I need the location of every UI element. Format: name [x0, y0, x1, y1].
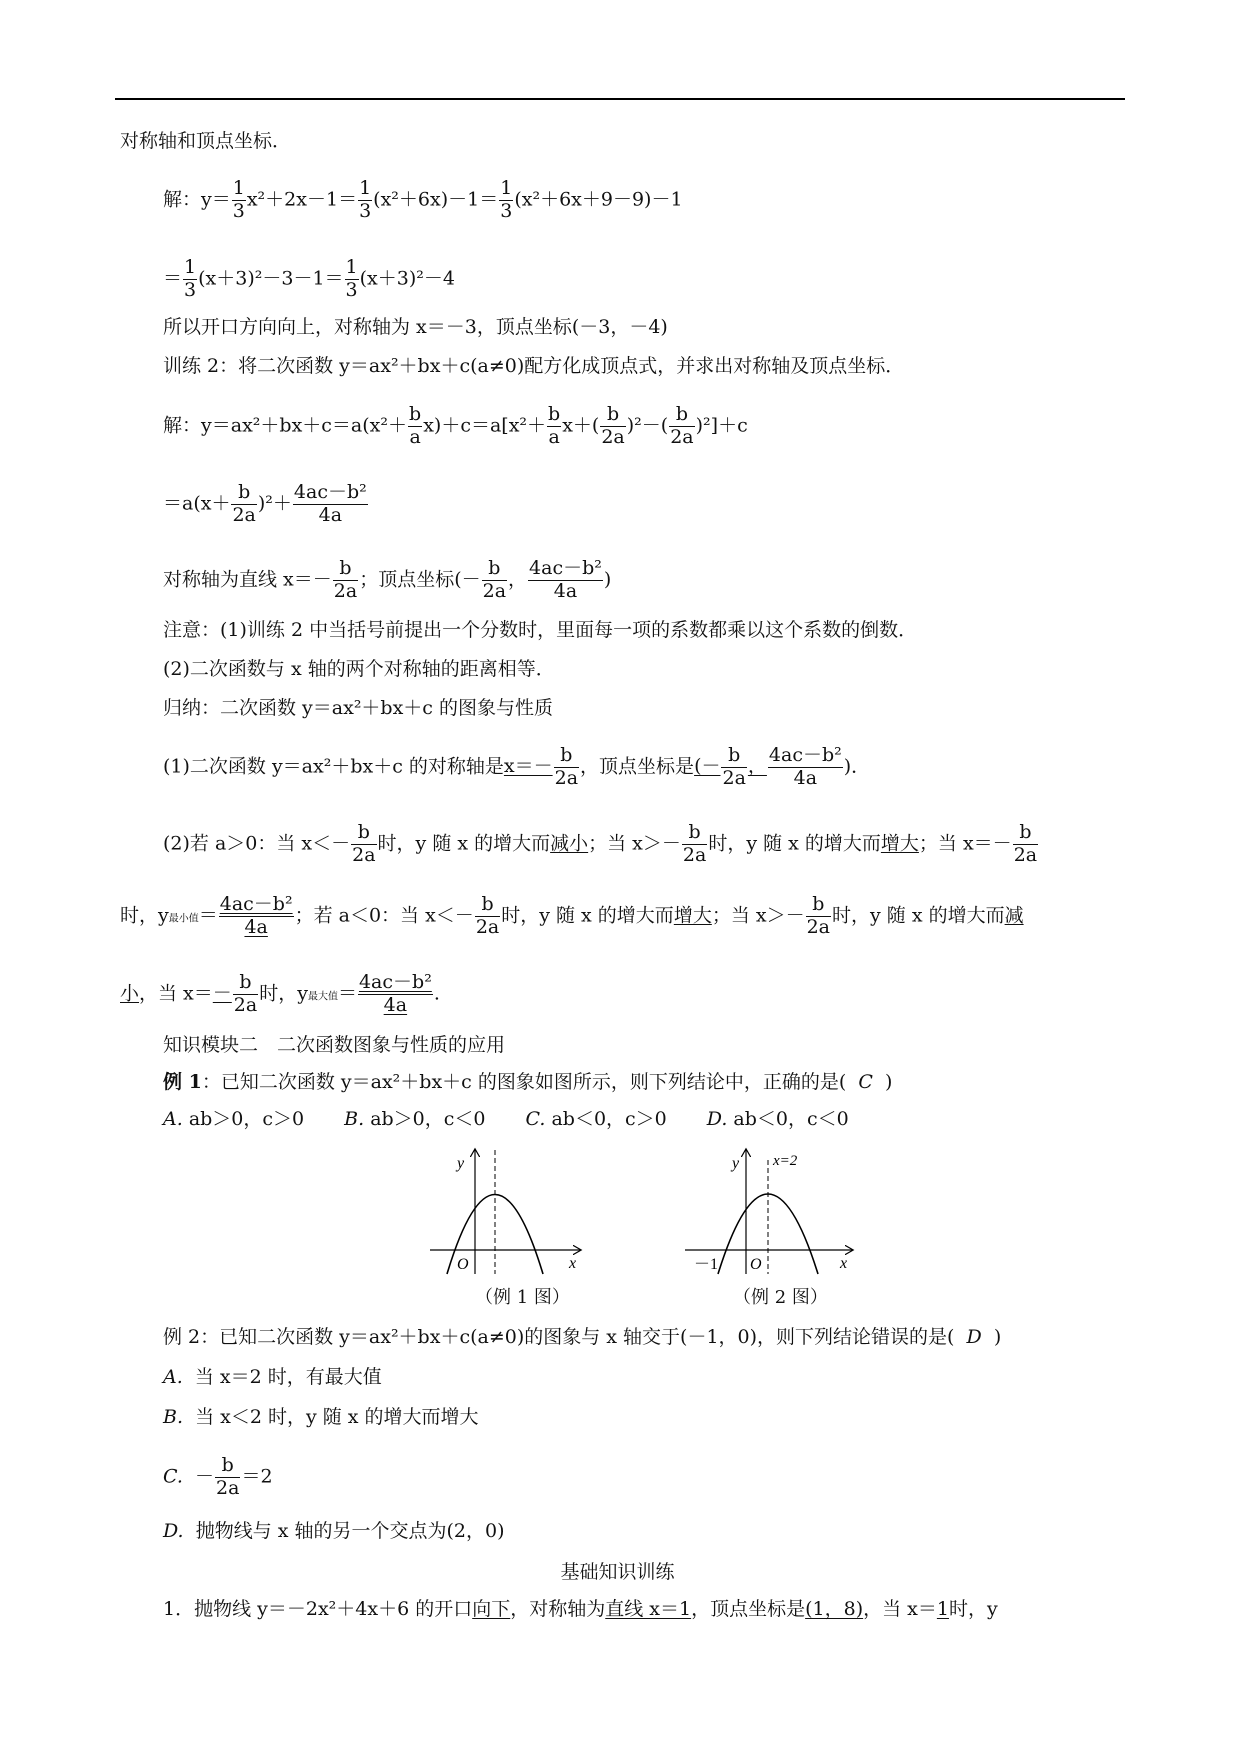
- fraction-b-over-2a: [600, 404, 625, 449]
- fraction-b-over-a: [408, 404, 422, 449]
- fraction-numerator: 4ac－b²: [293, 481, 367, 503]
- axis-and-vertex-line: 对称轴为直线 x＝－ $\frac{b}{2a}$ ；顶点坐标(－ $\frac{b}{2a}$ ， $\frac{\text{4ac－b²}}{4a}$ ): [163, 557, 612, 602]
- fraction-denominator: 4a: [793, 766, 818, 789]
- fraction-b-over-2a: [554, 745, 579, 790]
- example-2-figure: [680, 1142, 860, 1277]
- example-2-option-d: D. 抛物线与 x 轴的另一个交点为(2，0): [163, 1520, 505, 1542]
- section-title: 基础知识训练: [560, 1561, 675, 1583]
- fraction-denominator: 2a: [475, 915, 500, 938]
- fraction-numerator: 4ac－b²: [529, 557, 602, 579]
- fraction-numerator: 1: [184, 256, 197, 278]
- example-1-question: 例 1：已知二次函数 y＝ax²＋bx＋c 的图象如图所示，则下列结论中，正确的是( C ): [163, 1071, 893, 1093]
- fraction-numerator: b: [806, 894, 831, 917]
- fraction-b-over-2a: [721, 745, 746, 790]
- symmetry-axis-label: x=2: [773, 1153, 798, 1169]
- fraction-denominator: 4a: [244, 915, 268, 938]
- fraction-one-third: [345, 257, 359, 302]
- fraction-b-over-2a: [682, 822, 707, 867]
- fraction-b-over-a: [547, 404, 561, 449]
- example-2-option-a: A. 当 x＝2 时，有最大值: [163, 1366, 382, 1388]
- fraction-denominator: 3: [232, 199, 245, 222]
- solution-1-line-1: 解：y＝ $\frac{1}{3}$ x²＋2x－1＝ $\frac{1}{3}$ (x²＋6x)－1＝ $\frac{1}{3}$ (x²＋6x＋9－9)－1: [163, 177, 683, 222]
- fraction-numerator: b: [600, 404, 625, 427]
- option-a: A. ab＞0，c＞0: [163, 1108, 305, 1130]
- fraction-denominator: a: [409, 425, 421, 448]
- fraction-numerator: b: [548, 403, 561, 425]
- summary-heading: 归纳：二次函数 y＝ax²＋bx＋c 的图象与性质: [163, 697, 553, 719]
- fraction-numerator: b: [554, 745, 579, 768]
- fraction-denominator: 2a: [233, 993, 258, 1016]
- solution-1-conclusion: 所以开口方向向上，对称轴为 x＝－3，顶点坐标(－3，－4): [163, 316, 668, 338]
- fraction-denominator: 2a: [554, 766, 579, 789]
- fraction-one-third: [358, 178, 372, 223]
- option-d: D. ab＜0，c＜0: [706, 1108, 849, 1130]
- fraction-denominator: 2a: [333, 579, 358, 602]
- fraction-denominator: 2a: [216, 1476, 240, 1499]
- exercise-1: 1．抛物线 y＝－2x²＋4x＋6 的开口向下，对称轴为直线 x＝1，顶点坐标是(1，8)，当 x＝1时，y: [163, 1598, 998, 1620]
- fraction-4ac-b2-over-4a: [528, 558, 603, 603]
- fraction-denominator: 2a: [682, 843, 707, 866]
- header-rule: [115, 98, 1125, 100]
- fraction-4ac-b2-over-4a: [293, 482, 368, 527]
- fraction-b-over-2a: [333, 558, 358, 603]
- fraction-b-over-2a: [233, 972, 258, 1017]
- fraction-numerator: 4ac－b²: [768, 744, 842, 766]
- option-c: C. ab＜0，c＞0: [525, 1108, 667, 1130]
- fraction-numerator: b: [409, 403, 422, 425]
- fraction-numerator: 4ac－b²: [358, 971, 432, 993]
- fraction-numerator: b: [482, 558, 507, 581]
- fraction-one-third: [499, 178, 513, 223]
- fraction-denominator: 2a: [232, 503, 256, 526]
- fraction-numerator: b: [721, 745, 746, 768]
- fraction-denominator: a: [548, 425, 560, 448]
- note-1: 注意：(1)训练 2 中当括号前提出一个分数时，里面每一项的系数都乘以这个系数的倒数．: [163, 619, 918, 641]
- summary-point-2-line-3: 小，当 x＝－ $\frac{b}{2a}$ 时，y最大值＝ $\frac{\text{4ac－b²}}{4a}$ .: [120, 971, 440, 1016]
- fraction-b-over-2a: [215, 1455, 240, 1500]
- fraction-numerator: b: [333, 558, 358, 581]
- fraction-numerator: 1: [345, 256, 358, 278]
- fraction-numerator: b: [215, 1455, 240, 1478]
- fraction-numerator: b: [475, 894, 500, 917]
- fraction-numerator: 1: [232, 177, 245, 199]
- summary-point-2-line-1: (2)若 a＞0：当 x＜－ $\frac{b}{2a}$ 时，y 随 x 的增大而减小；当 x＞－ $\frac{b}{2a}$ 时，y 随 x 的增大而增大；当 x＝－ $\frac{b}{2a}$: [163, 821, 1038, 866]
- fraction-denominator: 2a: [352, 843, 376, 866]
- example-1-figure: [425, 1142, 590, 1277]
- origin-label: O: [750, 1256, 762, 1273]
- fraction-denominator: 2a: [1013, 843, 1038, 866]
- fraction-denominator: 2a: [670, 425, 694, 448]
- example-2-caption: （例 2 图）: [733, 1287, 828, 1308]
- fraction-numerator: b: [682, 822, 707, 845]
- fraction-b-over-2a: [475, 894, 500, 939]
- fraction-numerator: 4ac－b²: [219, 893, 293, 915]
- note-2: (2)二次函数与 x 轴的两个对称轴的距离相等．: [163, 658, 555, 680]
- fraction-denominator: 2a: [601, 425, 625, 448]
- fraction-numerator: b: [1013, 822, 1038, 845]
- solution-1-line-2: ＝ $\frac{1}{3}$ (x＋3)²－3－1＝ $\frac{1}{3}$ (x＋3)²－4: [163, 256, 455, 301]
- origin-label: O: [457, 1256, 469, 1273]
- module-2-heading: 知识模块二 二次函数图象与性质的应用: [163, 1034, 506, 1056]
- x-label: x: [569, 1255, 577, 1272]
- fraction-denominator: 2a: [482, 579, 507, 602]
- fraction-b-over-2a: [351, 822, 376, 867]
- fraction-numerator: b: [233, 972, 258, 995]
- y-label: y: [732, 1155, 740, 1172]
- fraction-numerator: b: [231, 482, 256, 505]
- paragraph-intro: 对称轴和顶点坐标．: [120, 130, 292, 152]
- fraction-denominator: 4a: [383, 993, 408, 1016]
- y-label: y: [457, 1155, 465, 1172]
- fraction-denominator: 3: [184, 278, 197, 301]
- fraction-numerator: b: [351, 822, 376, 845]
- fraction-4ac-b2-over-4a: [358, 972, 433, 1017]
- fraction-numerator: b: [669, 404, 694, 427]
- fraction-numerator: 1: [359, 177, 372, 199]
- example-2-option-c: C. － $\frac{b}{2a}$ ＝2: [163, 1454, 273, 1499]
- option-b: B. ab＞0，c＜0: [344, 1108, 486, 1130]
- fraction-one-third: [183, 257, 197, 302]
- solution-2-line-2: ＝a(x＋ $\frac{b}{2a}$ )²＋ $\frac{\text{4ac－b²}}{4a}$: [163, 481, 367, 526]
- solution-2-line-1: 解：y＝ax²＋bx＋c＝a(x²＋ $\frac{b}{a}$ x)＋c＝a[x²＋ $\frac{b}{a}$ x＋( $\frac{b}{2a}$ )²－( $\frac{b}{2a}$ )²]＋c: [163, 403, 748, 448]
- fraction-b-over-2a: [482, 558, 507, 603]
- fraction-numerator: 1: [500, 177, 513, 199]
- fraction-denominator: 3: [500, 199, 513, 222]
- summary-point-1: (1)二次函数 y＝ax²＋bx＋c 的对称轴是x＝－ $\frac{b}{2a}$ ，顶点坐标是(－ $\frac{b}{2a}$ ， $\frac{\text{4ac－b²}}{4a}$ )．: [163, 744, 871, 789]
- training-2-prompt: 训练 2：将二次函数 y＝ax²＋bx＋c(a≠0)配方化成顶点式，并求出对称轴及顶点坐标．: [163, 355, 905, 377]
- example-1-options: [163, 1110, 849, 1129]
- example-2-option-b: B. 当 x＜2 时，y 随 x 的增大而增大: [163, 1406, 479, 1428]
- example-2-question: 例 2：已知二次函数 y＝ax²＋bx＋c(a≠0)的图象与 x 轴交于(－1，0)，则下列结论错误的是( D ): [163, 1326, 1002, 1348]
- fraction-b-over-2a: [669, 404, 694, 449]
- fraction-4ac-b2-over-4a: [768, 745, 843, 790]
- fraction-b-over-2a: [1013, 822, 1038, 867]
- fraction-denominator: 2a: [722, 766, 746, 789]
- fraction-b-over-2a: [806, 894, 831, 939]
- example-1-caption: （例 1 图）: [475, 1287, 570, 1308]
- fraction-b-over-2a: [231, 482, 256, 527]
- fraction-denominator: 4a: [318, 503, 343, 526]
- fraction-denominator: 3: [345, 278, 358, 301]
- fraction-denominator: 2a: [806, 915, 831, 938]
- fraction-one-third: [232, 178, 246, 223]
- fraction-4ac-b2-over-4a: [219, 894, 294, 939]
- minus-one-label: －1: [694, 1256, 719, 1273]
- x-label: x: [840, 1255, 848, 1272]
- summary-point-2-line-2: 时，y最小值＝ $\frac{\text{4ac－b²}}{4a}$ ；若 a＜0：当 x＜－ $\frac{b}{2a}$ 时，y 随 x 的增大而增大；当 x＞－ $\frac{b}{2a}$ 时，y 随 x 的增大而减: [120, 893, 1024, 938]
- fraction-denominator: 3: [359, 199, 372, 222]
- fraction-denominator: 4a: [553, 579, 578, 602]
